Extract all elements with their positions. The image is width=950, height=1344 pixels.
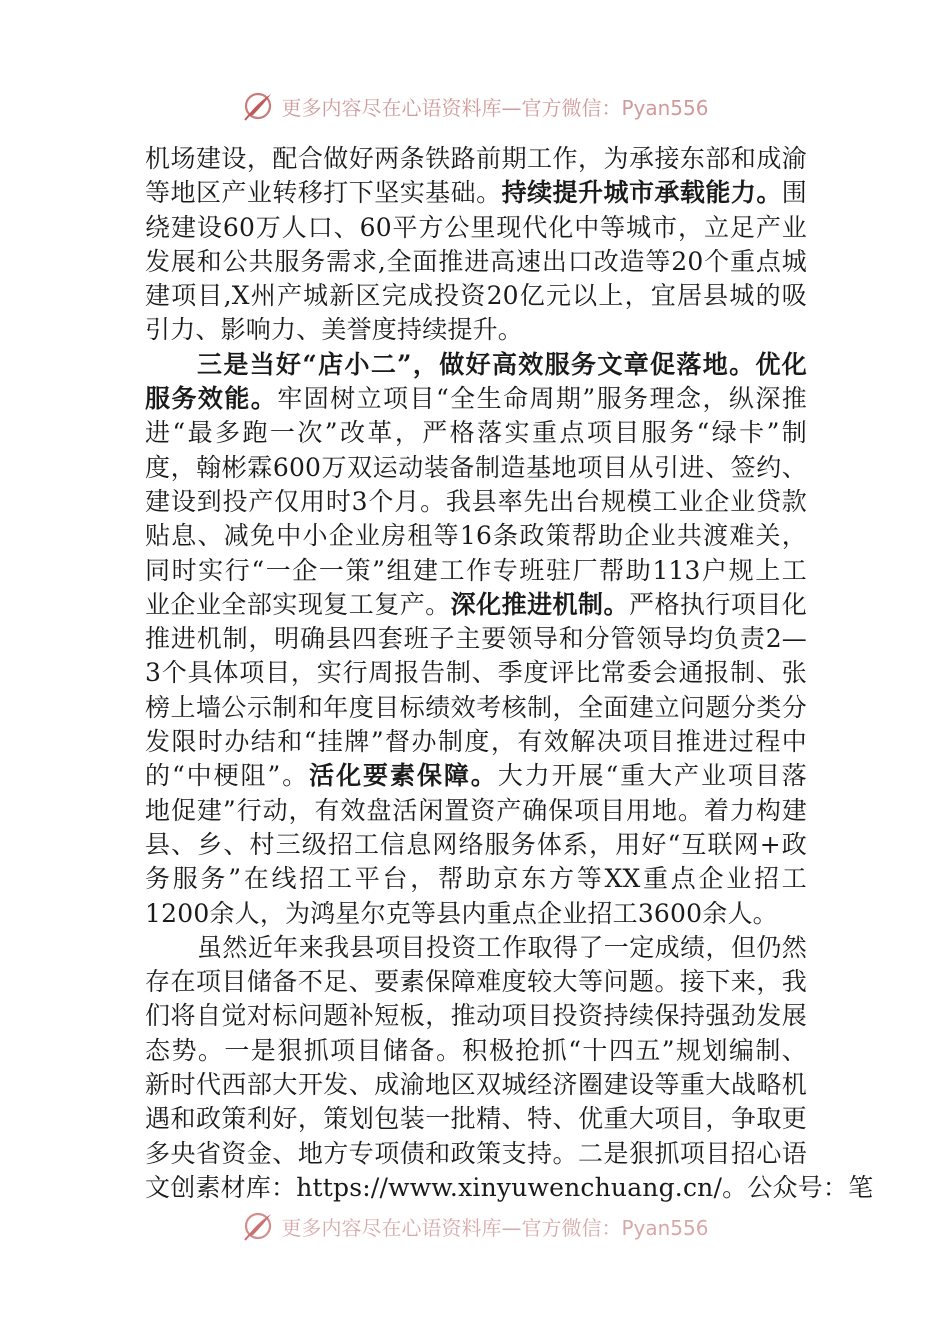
text-run: 同时实行“一企一策”组建工作专班驻厂帮助113户规上工: [145, 555, 807, 585]
text-run: 等地区产业转移打下坚实基础。: [145, 178, 502, 208]
text-line: [145, 794, 807, 828]
text-run: 存在项目储备不足、要素保障难度较大等问题。接下来，我: [145, 967, 807, 997]
bold-text-run: 三是当好“店小二”，做好高效服务文章促落地。优化: [197, 349, 807, 379]
text-line: [145, 759, 807, 793]
text-line: [145, 1068, 807, 1102]
text-line: [145, 245, 807, 279]
text-line: [145, 1171, 874, 1205]
body-text: [145, 142, 874, 1205]
bold-text-run: 服务效能。: [145, 384, 278, 414]
text-run: 严格执行项目化: [628, 589, 807, 619]
quill-logo-icon: [241, 89, 275, 123]
text-run: 推进机制，明确县四套班子主要领导和分管领导均负责2—: [145, 624, 807, 654]
text-run: 贴息、减免中小企业房租等16条政策帮助企业共渡难关，: [145, 521, 807, 551]
text-run: 态势。一是狠抓项目储备。积极抢抓“十四五”规划编制、: [145, 1035, 807, 1065]
text-line: [145, 725, 807, 759]
text-line: [145, 1137, 807, 1171]
text-line: [145, 965, 807, 999]
text-run: 发限时办结和“挂牌”督办制度，有效解决项目推进过程中: [145, 727, 807, 757]
text-line: [145, 931, 807, 965]
text-run: 大力开展“重大产业项目落: [497, 761, 807, 791]
bold-text-run: 活化要素保障。: [309, 761, 498, 791]
text-run: 虽然近年来我县项目投资工作取得了一定成绩，但仍然: [197, 932, 807, 962]
text-run: 新时代西部大开发、成渝地区双城经济圈建设等重大战略机: [145, 1070, 807, 1100]
text-line: [145, 828, 807, 862]
footer-watermark-text: 更多内容尽在心语资料库—官方微信：Pyan556: [281, 1215, 709, 1240]
text-line: [145, 313, 807, 347]
text-line: [145, 382, 807, 416]
header-watermark: [0, 86, 950, 126]
text-run: 建设到投产仅用时3个月。我县率先出台规模工业企业贷款: [145, 486, 807, 516]
text-line: [145, 519, 807, 553]
text-line: [145, 451, 807, 485]
text-run: 的“中梗阻”。: [145, 761, 310, 791]
text-line: [145, 622, 807, 656]
text-run: 务服务”在线招工平台，帮助京东方等XX重点企业招工: [145, 864, 807, 894]
text-line: [145, 211, 807, 245]
text-run: 业企业全部实现复工复产。: [145, 589, 451, 619]
text-run: 建项目,X州产城新区完成投资20亿元以上，宜居县城的吸: [145, 281, 807, 311]
text-line: [145, 279, 807, 313]
text-run: 机场建设，配合做好两条铁路前期工作，为承接东部和成渝: [145, 144, 807, 173]
text-run: 县、乡、村三级招工信息网络服务体系，用好“互联网+政: [145, 829, 807, 859]
text-line: [145, 176, 807, 210]
text-run: 文创素材库：https://www.xinyuwenchuang.cn/。公众号：笔: [145, 1172, 874, 1202]
text-line: [145, 1102, 807, 1136]
text-run: 进“最多跑一次”改革，严格落实重点项目服务“绿卡”制: [145, 418, 807, 448]
text-line: [145, 1034, 807, 1068]
footer-watermark: [0, 1206, 950, 1246]
bold-text-run: 持续提升城市承载能力。: [501, 178, 782, 208]
text-line: [145, 897, 807, 931]
text-line: [145, 348, 807, 382]
text-run: 度，翰彬霖600万双运动装备制造基地项目从引进、签约、: [145, 452, 807, 482]
text-line: [145, 862, 807, 896]
text-run: 地促建”行动，有效盘活闲置资产确保项目用地。着力构建: [145, 795, 807, 825]
text-run: 牢固树立项目“全生命周期”服务理念，纵深推: [277, 384, 807, 414]
text-run: 围: [781, 178, 807, 208]
text-line: [145, 691, 807, 725]
text-line: [145, 554, 807, 588]
text-run: 1200余人，为鸿星尔克等县内重点企业招工3600余人。: [145, 898, 778, 928]
text-line: [145, 416, 807, 450]
text-run: 绕建设60万人口、60平方公里现代化中等城市，立足产业: [145, 212, 807, 242]
text-run: 多央省资金、地方专项债和政策支持。二是狠抓项目招心语: [145, 1138, 807, 1168]
text-run: 遇和政策利好，策划包装一批精、特、优重大项目，争取更: [145, 1104, 807, 1134]
text-line: [145, 588, 807, 622]
text-run: 3个具体项目，实行周报告制、季度评比常委会通报制、张: [145, 658, 807, 688]
text-line: [145, 656, 807, 690]
text-run: 发展和公共服务需求,全面推进高速出口改造等20个重点城: [145, 246, 807, 276]
text-run: 引力、影响力、美誉度持续提升。: [145, 315, 524, 345]
quill-logo-icon: [241, 1209, 275, 1243]
text-run: 榜上墙公示制和年度目标绩效考核制，全面建立问题分类分: [145, 692, 807, 722]
text-line: [145, 485, 807, 519]
header-watermark-text: 更多内容尽在心语资料库—官方微信：Pyan556: [281, 95, 709, 120]
bold-text-run: 深化推进机制。: [450, 589, 629, 619]
text-run: 们将自觉对标问题补短板，推动项目投资持续保持强劲发展: [145, 1001, 807, 1031]
text-line: [145, 999, 807, 1033]
text-line: [145, 142, 807, 176]
